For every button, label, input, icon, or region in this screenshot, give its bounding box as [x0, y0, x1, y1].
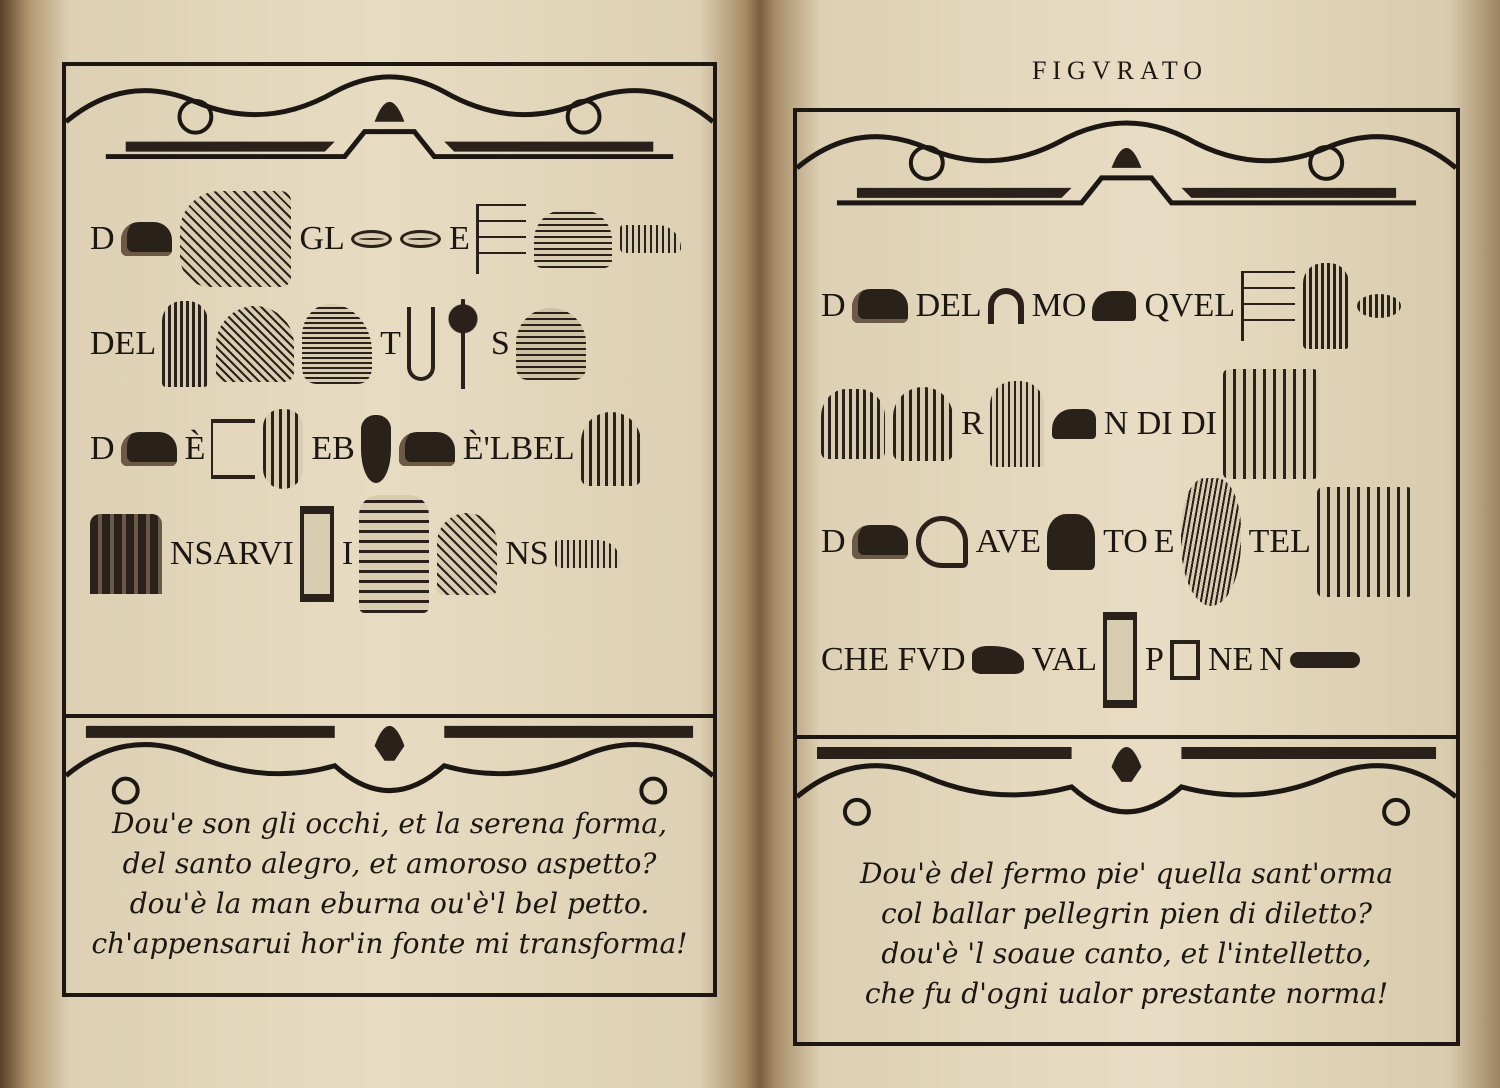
- rebus-letter: TEL: [1248, 523, 1311, 560]
- trumpeter-icon: [180, 191, 291, 287]
- horseshoe-icon: [988, 288, 1024, 324]
- music-staff-icon: [476, 204, 526, 274]
- shoe-icon: [555, 540, 621, 568]
- torso-icon: [516, 308, 586, 380]
- music-staff-icon: [1241, 271, 1295, 341]
- bottom-scroll-ornament: [66, 706, 713, 816]
- rebus-letter: È'LBEL: [462, 429, 575, 467]
- verse-line: che fu d'ogni ualor prestante norma!: [864, 977, 1389, 1010]
- rebus-letter: QVEL: [1144, 287, 1236, 324]
- stones-icon: [121, 432, 177, 466]
- mantle-icon: [90, 514, 162, 594]
- right-rebus-block: [821, 247, 1432, 719]
- rebus-letter: I: [341, 534, 354, 572]
- right-verse: [797, 854, 1456, 1014]
- stork-icon: [302, 304, 372, 384]
- top-scroll-ornament: [66, 62, 713, 172]
- foot-icon: [1052, 409, 1096, 439]
- saint-figure-icon: [1303, 263, 1349, 349]
- rose-icon: [443, 299, 483, 389]
- rebus-line: [821, 601, 1432, 719]
- rebus-letter: NE: [1207, 641, 1254, 678]
- rebus-letter: E: [1153, 523, 1175, 560]
- eye-icon: [351, 230, 392, 248]
- rebus-letter: T: [380, 324, 401, 362]
- right-page: [755, 0, 1500, 1088]
- rebus-line: [90, 186, 689, 291]
- verse-line: dou'è la man eburna ou'è'l bel petto.: [129, 887, 650, 920]
- gate-icon: [211, 419, 255, 479]
- siren-icon: [534, 210, 612, 268]
- rebus-letter: DEL: [90, 324, 157, 362]
- rebus-letter: AVE: [975, 523, 1042, 560]
- rebus-letter: N DI DI: [1103, 405, 1217, 442]
- dog-icon: [1047, 514, 1095, 570]
- rebus-line: [821, 483, 1432, 601]
- rebus-letter: S: [490, 324, 510, 362]
- rebus-letter: D: [821, 287, 846, 324]
- rebus-letter: TO: [1103, 523, 1148, 560]
- rebus-letter: DEL: [915, 287, 982, 324]
- rebus-letter: MO: [1031, 287, 1087, 324]
- rebus-letter: E: [449, 219, 470, 257]
- hook-icon: [407, 307, 435, 381]
- wings-icon: [216, 306, 294, 382]
- stones-icon: [852, 525, 908, 559]
- rebus-letter: D: [821, 523, 846, 560]
- rebus-line: [821, 247, 1432, 365]
- fountain-icon: [359, 495, 429, 613]
- rebus-line: [90, 291, 689, 396]
- rebus-line: [90, 501, 689, 606]
- left-verse: [66, 804, 713, 964]
- rock-icon: [972, 646, 1024, 674]
- rebus-letter: R: [961, 405, 984, 442]
- mitre-icon: [437, 513, 497, 595]
- saint-figure-icon: [162, 301, 208, 387]
- bust-icon: [581, 412, 641, 486]
- rebus-letter: D: [90, 429, 115, 467]
- stones-icon: [852, 289, 908, 323]
- stones-icon: [399, 432, 455, 466]
- verse-line: dou'è 'l soaue canto, et l'intelletto,: [881, 937, 1372, 970]
- hand-icon: [263, 409, 303, 489]
- rebus-line: [90, 396, 689, 501]
- horse-tail-icon: [1181, 478, 1241, 606]
- right-woodcut-frame: [793, 108, 1460, 1046]
- running-head: FIGVRATO: [1031, 56, 1209, 85]
- eye-icon: [400, 230, 441, 248]
- shoe-icon: [620, 225, 681, 253]
- shield-icon: [361, 415, 391, 483]
- bottom-scroll-ornament: [797, 727, 1456, 837]
- stones-icon: [121, 222, 173, 256]
- hourglass-icon: [1103, 612, 1137, 708]
- rebus-letter: VAL: [1031, 641, 1098, 678]
- rebus-letter: NS: [505, 534, 549, 572]
- top-scroll-ornament: [797, 108, 1456, 218]
- rebus-letter: N: [1259, 641, 1284, 678]
- rebus-line: [821, 365, 1432, 483]
- p-mark-icon: [1170, 640, 1200, 680]
- left-rebus-block: [90, 186, 689, 606]
- rebus-letter: GL: [299, 219, 345, 257]
- rebus-letter: EB: [311, 429, 355, 467]
- rebus-letter: NSARVI: [170, 534, 294, 572]
- rebus-letter: CHE FVD: [821, 641, 966, 678]
- eagle-claw-icon: [821, 389, 885, 459]
- verse-line: ch'appensarui hor'in fonte mi transforma!: [91, 927, 688, 960]
- verse-line: Dou'e son gli occhi, et la serena forma,: [112, 807, 667, 840]
- rebus-letter: P: [1145, 641, 1164, 678]
- canopy-bed-icon: [1223, 369, 1319, 479]
- feather-icon: [1357, 294, 1401, 318]
- rebus-letter: È: [184, 429, 206, 467]
- hourglass-icon: [300, 506, 334, 602]
- verse-line: del santo alegro, et amoroso aspetto?: [122, 847, 657, 880]
- rebus-letter: D: [90, 219, 115, 257]
- worm-icon: [1290, 652, 1360, 668]
- knot-icon: [916, 516, 968, 568]
- canopy-bed-icon: [1317, 487, 1413, 597]
- verse-line: Dou'è del fermo pie' quella sant'orma: [859, 857, 1394, 890]
- foot-icon: [1092, 291, 1136, 321]
- verse-line: col ballar pellegrin pien di diletto?: [880, 897, 1372, 930]
- left-woodcut-frame: [62, 62, 717, 997]
- pilgrim-icon: [990, 381, 1044, 467]
- bust-icon: [893, 387, 953, 461]
